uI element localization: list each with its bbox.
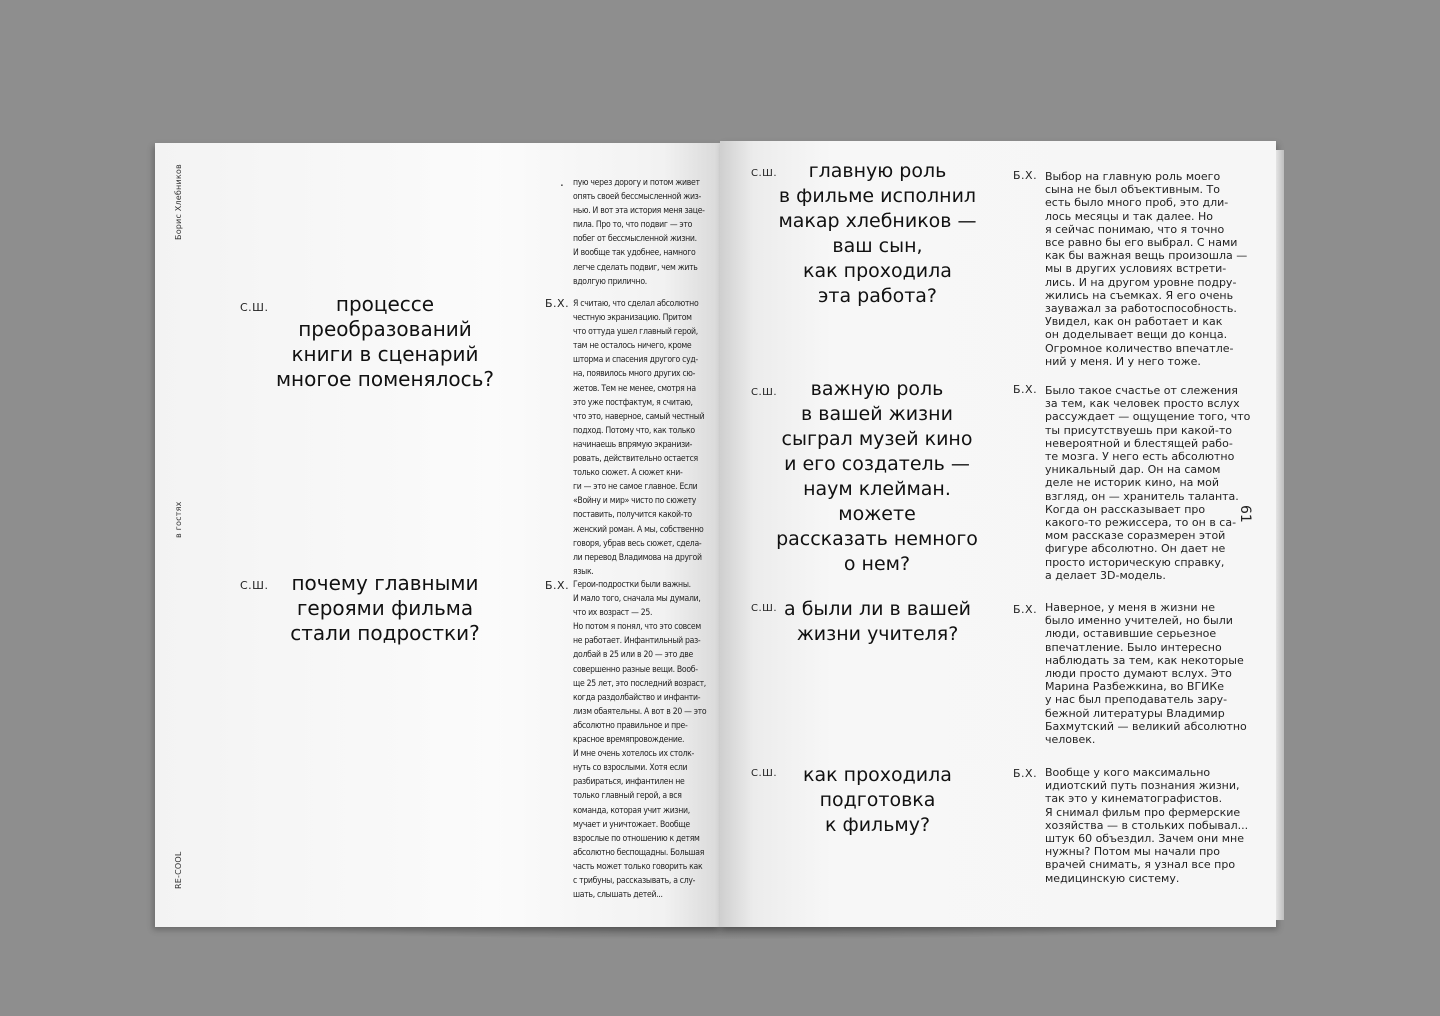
text-line: взгляд, он — хранитель таланта.	[1045, 489, 1239, 503]
text-line: мучает и уничтожает. Вообще	[573, 819, 690, 830]
question-line: многое поменялось?	[275, 367, 495, 391]
text-line: за тем, как человек просто вслух	[1045, 397, 1240, 411]
question-initials: С.Ш.	[751, 768, 778, 779]
question-line: ваш сын,	[832, 235, 923, 257]
question-initials: С.Ш.	[240, 301, 269, 314]
text-line: жетов. Тем не менее, смотря на	[573, 383, 696, 394]
text-line: Огромное количество впечатле-	[1045, 341, 1234, 355]
text-line: только главный герой, а вся	[573, 791, 682, 802]
question-line: как проходила	[803, 260, 952, 282]
question-line: сыграл музей кино	[781, 428, 973, 450]
text-line: часть может только говорить как	[573, 861, 703, 872]
text-line: Вообще у кого максимально	[1045, 766, 1211, 779]
text-line: что это, наверное, самый честный	[573, 411, 705, 422]
text-line: что их возраст — 25.	[573, 608, 653, 619]
text-line: на, появилось много других сю-	[573, 369, 696, 380]
text-line: шторма и спасения другого суд-	[573, 355, 698, 366]
question-line: главную роль	[808, 160, 947, 182]
text-line: рассуждает — ощущение того, что	[1045, 410, 1251, 424]
text-line: опять своей бессмысленной жиз-	[573, 192, 701, 203]
question-line: о нем?	[843, 553, 911, 575]
text-line: фигуре абсолютно. Он дает не	[1045, 542, 1226, 556]
answer-text	[1045, 601, 1247, 746]
text-line: ги — это не самое главное. Если	[573, 482, 698, 493]
text-line: Герои-подростки были важны.	[573, 580, 691, 590]
text-line: Я снимал фильм про фермерские	[1045, 805, 1241, 819]
question-text	[762, 377, 992, 577]
text-line: легче сделать подвиг, чем жить	[573, 262, 698, 273]
text-line: впечатление. Было интересно	[1045, 640, 1222, 654]
page-number: 61	[1237, 505, 1253, 523]
question-initials: С.Ш.	[751, 387, 778, 398]
question-line: жизни учителя?	[796, 623, 959, 645]
text-line: когда раздолбайство и инфанти-	[573, 692, 701, 703]
text-line: штук 60 объездил. Зачем они мне	[1045, 832, 1244, 846]
question-line: к фильму?	[824, 814, 931, 836]
text-line: абсолютно правильное и пре-	[573, 720, 688, 731]
text-line: «Войну и мир» чисто по сюжету	[573, 496, 697, 507]
text-line: хозяйства — в стольких побывал...	[1045, 818, 1249, 832]
text-line: абсолютно беспощадны. Большая	[573, 847, 705, 858]
text-line: нью. И вот эта история меня заце-	[573, 206, 705, 217]
text-line: Но потом я понял, что это совсем	[573, 622, 701, 633]
text-line: Когда он рассказывает про	[1045, 502, 1206, 516]
text-line: долбай в 25 или в 20 — это две	[573, 650, 693, 661]
text-line: мом рассказе соразмерен этой	[1045, 529, 1226, 543]
question-line: рассказать немного	[776, 528, 978, 550]
text-line: люди просто думают вслух. Это	[1045, 667, 1232, 681]
text-line: человек.	[1045, 733, 1096, 747]
question-line: почему главными	[291, 571, 479, 595]
text-line: только сюжет. А сюжет кни-	[573, 468, 683, 479]
text-line: вдолгую прилично.	[573, 276, 647, 287]
side-author-label: Борис Хлебников	[174, 164, 183, 240]
text-line: разбираться, инфантилен не	[573, 777, 685, 788]
text-line: И вообще так удобнее, намного	[573, 248, 696, 259]
text-line: врачей снимать, я узнал все про	[1045, 858, 1236, 872]
answer-text	[573, 297, 704, 579]
text-line: честную экранизацию. Притом	[573, 313, 692, 324]
answer-text	[1045, 766, 1248, 885]
question-line: книги в сценарий	[291, 342, 479, 366]
text-line: женский роман. А мы, собственно	[573, 524, 704, 535]
question-line: стали подростки?	[290, 621, 480, 645]
text-line: те мозга. У него есть абсолютно	[1045, 450, 1235, 464]
question-initials: С.Ш.	[751, 168, 778, 179]
question-line: в фильме исполнил	[778, 185, 977, 207]
question-text	[255, 292, 515, 392]
text-line: было именно учителей, но были	[1045, 614, 1233, 628]
text-line: невероятной и блестящей рабо-	[1045, 436, 1233, 450]
answer-initials: Б.Х.	[1013, 767, 1038, 780]
text-line: там не осталось ничего, кроме	[573, 341, 692, 352]
side-section-label: в гостях	[174, 501, 183, 538]
text-line: лось месяцы и так далее. Но	[1045, 209, 1214, 223]
text-line: какого-то режиссера, то он в са-	[1045, 516, 1237, 530]
text-line: совершенно разные вещи. Вооб-	[573, 664, 698, 675]
text-line: Увидел, как он работает и как	[1045, 315, 1223, 329]
page-edge	[1276, 150, 1284, 920]
text-line: бежной литературы Владимир	[1045, 706, 1225, 720]
text-line: деле не историк кино, на мой	[1045, 476, 1220, 490]
text-line: все равно бы его выбрал. С нами	[1045, 236, 1238, 250]
text-line: нуть со взрослыми. Хотя если	[573, 763, 688, 774]
text-line: нужны? Потом мы начали про	[1045, 845, 1220, 859]
question-line: подготовка	[819, 789, 936, 811]
text-line: уникальный дар. Он на самом	[1045, 463, 1221, 477]
text-line: побег от бессмысленной жизни.	[573, 234, 697, 245]
text-line: команда, которая учит жизни,	[573, 805, 690, 816]
question-line: в вашей жизни	[801, 403, 953, 425]
text-line: И мало того, сначала мы думали,	[573, 594, 701, 605]
text-line: Выбор на главную роль моего	[1045, 170, 1221, 183]
answer-initials: Б.Х.	[1013, 169, 1038, 182]
text-line: наблюдать за тем, как некоторые	[1045, 653, 1244, 667]
text-line: поставить, получится какой-то	[573, 510, 692, 521]
question-line: как проходила	[803, 764, 952, 786]
text-line: так это у кинематографистов.	[1045, 792, 1223, 806]
question-initials: С.Ш.	[751, 603, 778, 614]
answer-initials: Б.Х.	[545, 579, 570, 592]
question-text	[770, 159, 985, 309]
text-line: у нас был преподаватель зару-	[1045, 693, 1228, 707]
question-line: преобразований	[298, 317, 472, 341]
text-line: с трибуны, рассказывать, а слу-	[573, 875, 696, 886]
text-line: шать, слышать детей...	[573, 890, 663, 901]
text-line: просто историческую справку,	[1045, 555, 1225, 569]
text-line: Было такое счастье от слежения	[1045, 384, 1238, 397]
text-line: есть было много проб, это дли-	[1045, 196, 1229, 210]
text-line: как бы важная вещь произошла —	[1045, 249, 1248, 263]
text-line: сына не был объективным. То	[1045, 183, 1220, 197]
fragment-text	[573, 176, 705, 289]
text-line: красное времяпровождение.	[573, 735, 685, 746]
text-line: пую через дорогу и потом живет	[573, 178, 700, 188]
text-line: подход. Потому что, как только	[573, 425, 695, 436]
question-line: наум клейман. можете	[803, 478, 951, 525]
text-line: пила. Про то, что подвиг — это	[573, 220, 693, 231]
answer-initials: Б.Х.	[545, 297, 570, 310]
answer-text	[1045, 170, 1247, 368]
text-line: жились на съемках. Я его очень	[1045, 288, 1234, 302]
question-text	[770, 763, 985, 838]
text-line: медицинскую систему.	[1045, 871, 1180, 885]
answer-text	[573, 578, 706, 902]
text-line: ний у меня. И у него тоже.	[1045, 354, 1201, 368]
text-line: люди, оставившие серьезное	[1045, 627, 1217, 641]
fragment-bullet: .	[560, 175, 565, 189]
question-line: эта работа?	[817, 285, 938, 307]
text-line: лись. И на другом уровне подру-	[1045, 275, 1237, 289]
question-line: важную роль	[810, 378, 944, 400]
text-line: И мне очень хотелось их столк-	[573, 749, 695, 760]
text-line: говоря, убрав весь сюжет, сдела-	[573, 538, 702, 549]
text-line: зауважал за работоспособность.	[1045, 302, 1237, 316]
question-initials: С.Ш.	[240, 579, 269, 592]
answer-initials: Б.Х.	[1013, 383, 1038, 396]
question-text	[770, 597, 985, 647]
text-line: Бахмутский — великий абсолютно	[1045, 719, 1247, 733]
text-line: я сейчас понимаю, что я точно	[1045, 222, 1225, 236]
text-line: а делает 3D-модель.	[1045, 568, 1166, 582]
text-line: язык.	[573, 566, 594, 577]
text-line: ли перевод Владимова на другой	[573, 552, 702, 563]
question-line: макар хлебников —	[778, 210, 977, 232]
text-line: что оттуда ушел главный герой,	[573, 327, 698, 338]
text-line: ты присутствуешь при какой-то	[1045, 423, 1232, 437]
question-line: процессе	[335, 292, 435, 316]
text-line: Я считаю, что сделал абсолютно	[573, 299, 699, 309]
question-line: и его создатель —	[784, 453, 970, 475]
text-line: идиотский путь познания жизни,	[1045, 779, 1240, 793]
question-text	[255, 571, 515, 646]
text-line: он доделывает вещи до конца.	[1045, 328, 1228, 342]
text-line: ровать, действительно остается	[573, 454, 698, 465]
text-line: начинаешь впрямую экранизи-	[573, 439, 693, 450]
side-brand-label: RE-COOL	[174, 851, 183, 889]
answer-text	[1045, 384, 1250, 582]
text-line: Марина Разбежкина, во ВГИКе	[1045, 680, 1224, 694]
text-line: ще 25 лет, это последний возраст,	[573, 678, 706, 689]
answer-initials: Б.Х.	[1013, 603, 1038, 616]
question-line: а были ли в вашей	[784, 598, 971, 620]
text-line: не работает. Инфантильный раз-	[573, 636, 701, 647]
text-line: Наверное, у меня в жизни не	[1045, 601, 1215, 614]
question-line: героями фильма	[296, 596, 474, 620]
text-line: это уже постфактум, я считаю,	[573, 397, 693, 408]
text-line: мы в других условиях встрети-	[1045, 262, 1227, 276]
text-line: взрослые по отношению к детям	[573, 833, 700, 844]
text-line: лизм обаятельны. А вот в 20 — это	[573, 706, 707, 717]
